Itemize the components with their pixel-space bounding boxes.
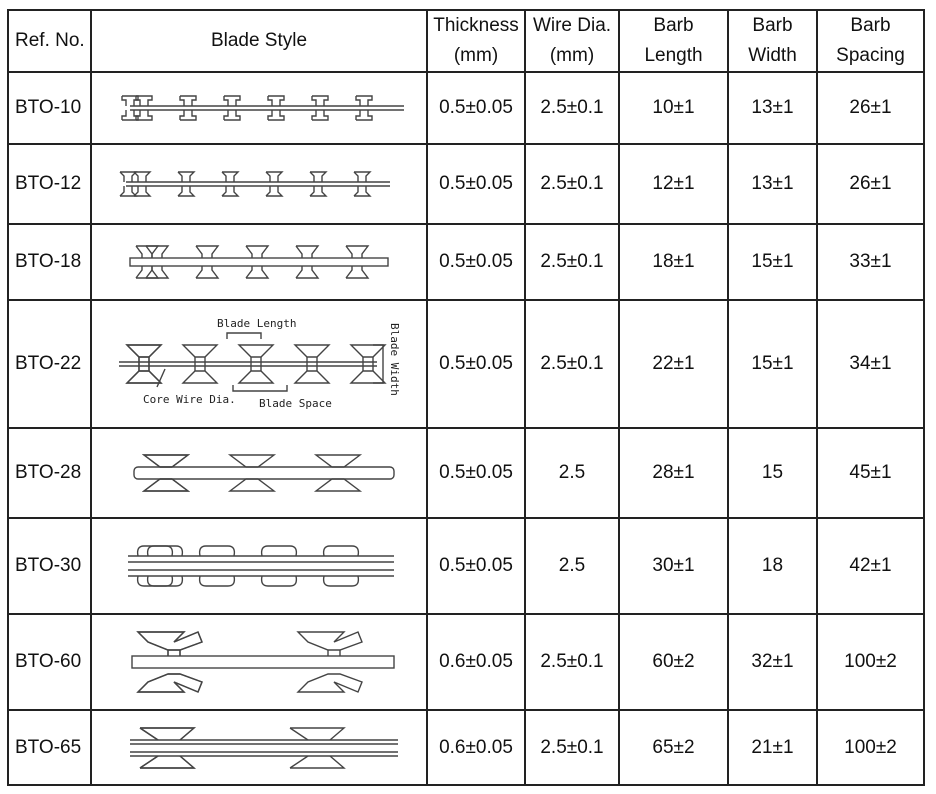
- ref-cell: BTO-18: [8, 224, 91, 300]
- ref-cell: BTO-60: [8, 614, 91, 710]
- spec-table: [7, 9, 925, 786]
- ref-cell: BTO-65: [8, 710, 91, 785]
- barb-spacing-cell: 100±2: [817, 614, 924, 710]
- wire-dia-cell: 2.5±0.1: [525, 224, 619, 300]
- blade-style-cell: [91, 144, 427, 224]
- thickness-cell: 0.5±0.05: [427, 144, 525, 224]
- blade-style-cell: [91, 300, 427, 428]
- thickness-cell: 0.5±0.05: [427, 72, 525, 144]
- barb-spacing-cell: 100±2: [817, 710, 924, 785]
- header-ref: Ref. No.: [8, 10, 91, 72]
- blade-bto-10-diagram: [114, 88, 404, 128]
- header-thickness: Thickness (mm): [427, 10, 525, 72]
- barb-length-cell: 22±1: [619, 300, 728, 428]
- blade-bto-65-diagram: [114, 722, 404, 774]
- barb-spacing-cell: 42±1: [817, 518, 924, 614]
- ref-cell: BTO-30: [8, 518, 91, 614]
- blade-style-cell: [91, 518, 427, 614]
- blade-bto-60-diagram: [114, 624, 404, 700]
- blade-bto-12-diagram: [114, 164, 404, 204]
- table-row: [8, 710, 924, 785]
- table-row: [8, 518, 924, 614]
- barb-spacing-cell: 45±1: [817, 428, 924, 518]
- table-row: [8, 300, 924, 428]
- wire-dia-cell: 2.5: [525, 428, 619, 518]
- blade-bto-18-diagram: [114, 240, 404, 284]
- barb-width-cell: 21±1: [728, 710, 817, 785]
- barb-length-cell: 10±1: [619, 72, 728, 144]
- thickness-cell: 0.6±0.05: [427, 614, 525, 710]
- blade-length-label: Blade Length: [217, 317, 297, 330]
- blade-style-cell: [91, 428, 427, 518]
- barb-width-cell: 15±1: [728, 224, 817, 300]
- barb-width-cell: 32±1: [728, 614, 817, 710]
- header-blade-style: Blade Style: [91, 10, 427, 72]
- barb-spacing-cell: 26±1: [817, 144, 924, 224]
- barb-length-cell: 18±1: [619, 224, 728, 300]
- barb-length-cell: 65±2: [619, 710, 728, 785]
- barb-width-cell: 13±1: [728, 72, 817, 144]
- table-row: [8, 144, 924, 224]
- barb-width-cell: 13±1: [728, 144, 817, 224]
- header-barb-width: Barb Width: [728, 10, 817, 72]
- ref-cell: BTO-10: [8, 72, 91, 144]
- thickness-cell: 0.5±0.05: [427, 428, 525, 518]
- blade-style-cell: [91, 224, 427, 300]
- barb-length-cell: 60±2: [619, 614, 728, 710]
- blade-style-cell: [91, 710, 427, 785]
- ref-cell: BTO-12: [8, 144, 91, 224]
- barb-width-cell: 15: [728, 428, 817, 518]
- table-row: [8, 72, 924, 144]
- blade-style-cell: [91, 614, 427, 710]
- blade-bto-28-diagram: [114, 449, 404, 497]
- thickness-cell: 0.6±0.05: [427, 710, 525, 785]
- blade-width-label: Blade Width: [388, 323, 401, 396]
- wire-dia-cell: 2.5±0.1: [525, 300, 619, 428]
- wire-dia-cell: 2.5±0.1: [525, 72, 619, 144]
- blade-space-label: Blade Space: [259, 397, 332, 410]
- barb-spacing-cell: 33±1: [817, 224, 924, 300]
- table-row: [8, 614, 924, 710]
- wire-dia-cell: 2.5±0.1: [525, 614, 619, 710]
- barb-length-cell: 12±1: [619, 144, 728, 224]
- barb-width-cell: 18: [728, 518, 817, 614]
- blade-bto-22-diagram: [109, 309, 409, 419]
- wire-dia-cell: 2.5: [525, 518, 619, 614]
- barb-length-cell: 30±1: [619, 518, 728, 614]
- barb-width-cell: 15±1: [728, 300, 817, 428]
- thickness-cell: 0.5±0.05: [427, 224, 525, 300]
- header-row: [8, 10, 924, 72]
- header-barb-spacing: Barb Spacing: [817, 10, 924, 72]
- header-barb-length: Barb Length: [619, 10, 728, 72]
- thickness-cell: 0.5±0.05: [427, 518, 525, 614]
- wire-dia-cell: 2.5±0.1: [525, 144, 619, 224]
- blade-style-cell: [91, 72, 427, 144]
- ref-cell: BTO-28: [8, 428, 91, 518]
- header-wire-dia: Wire Dia. (mm): [525, 10, 619, 72]
- wire-dia-cell: 2.5±0.1: [525, 710, 619, 785]
- blade-bto-30-diagram: [114, 536, 404, 596]
- ref-cell: BTO-22: [8, 300, 91, 428]
- core-wire-label: Core Wire Dia.: [143, 393, 236, 406]
- table-row: [8, 224, 924, 300]
- barb-spacing-cell: 26±1: [817, 72, 924, 144]
- table-row: [8, 428, 924, 518]
- thickness-cell: 0.5±0.05: [427, 300, 525, 428]
- barb-length-cell: 28±1: [619, 428, 728, 518]
- barb-spacing-cell: 34±1: [817, 300, 924, 428]
